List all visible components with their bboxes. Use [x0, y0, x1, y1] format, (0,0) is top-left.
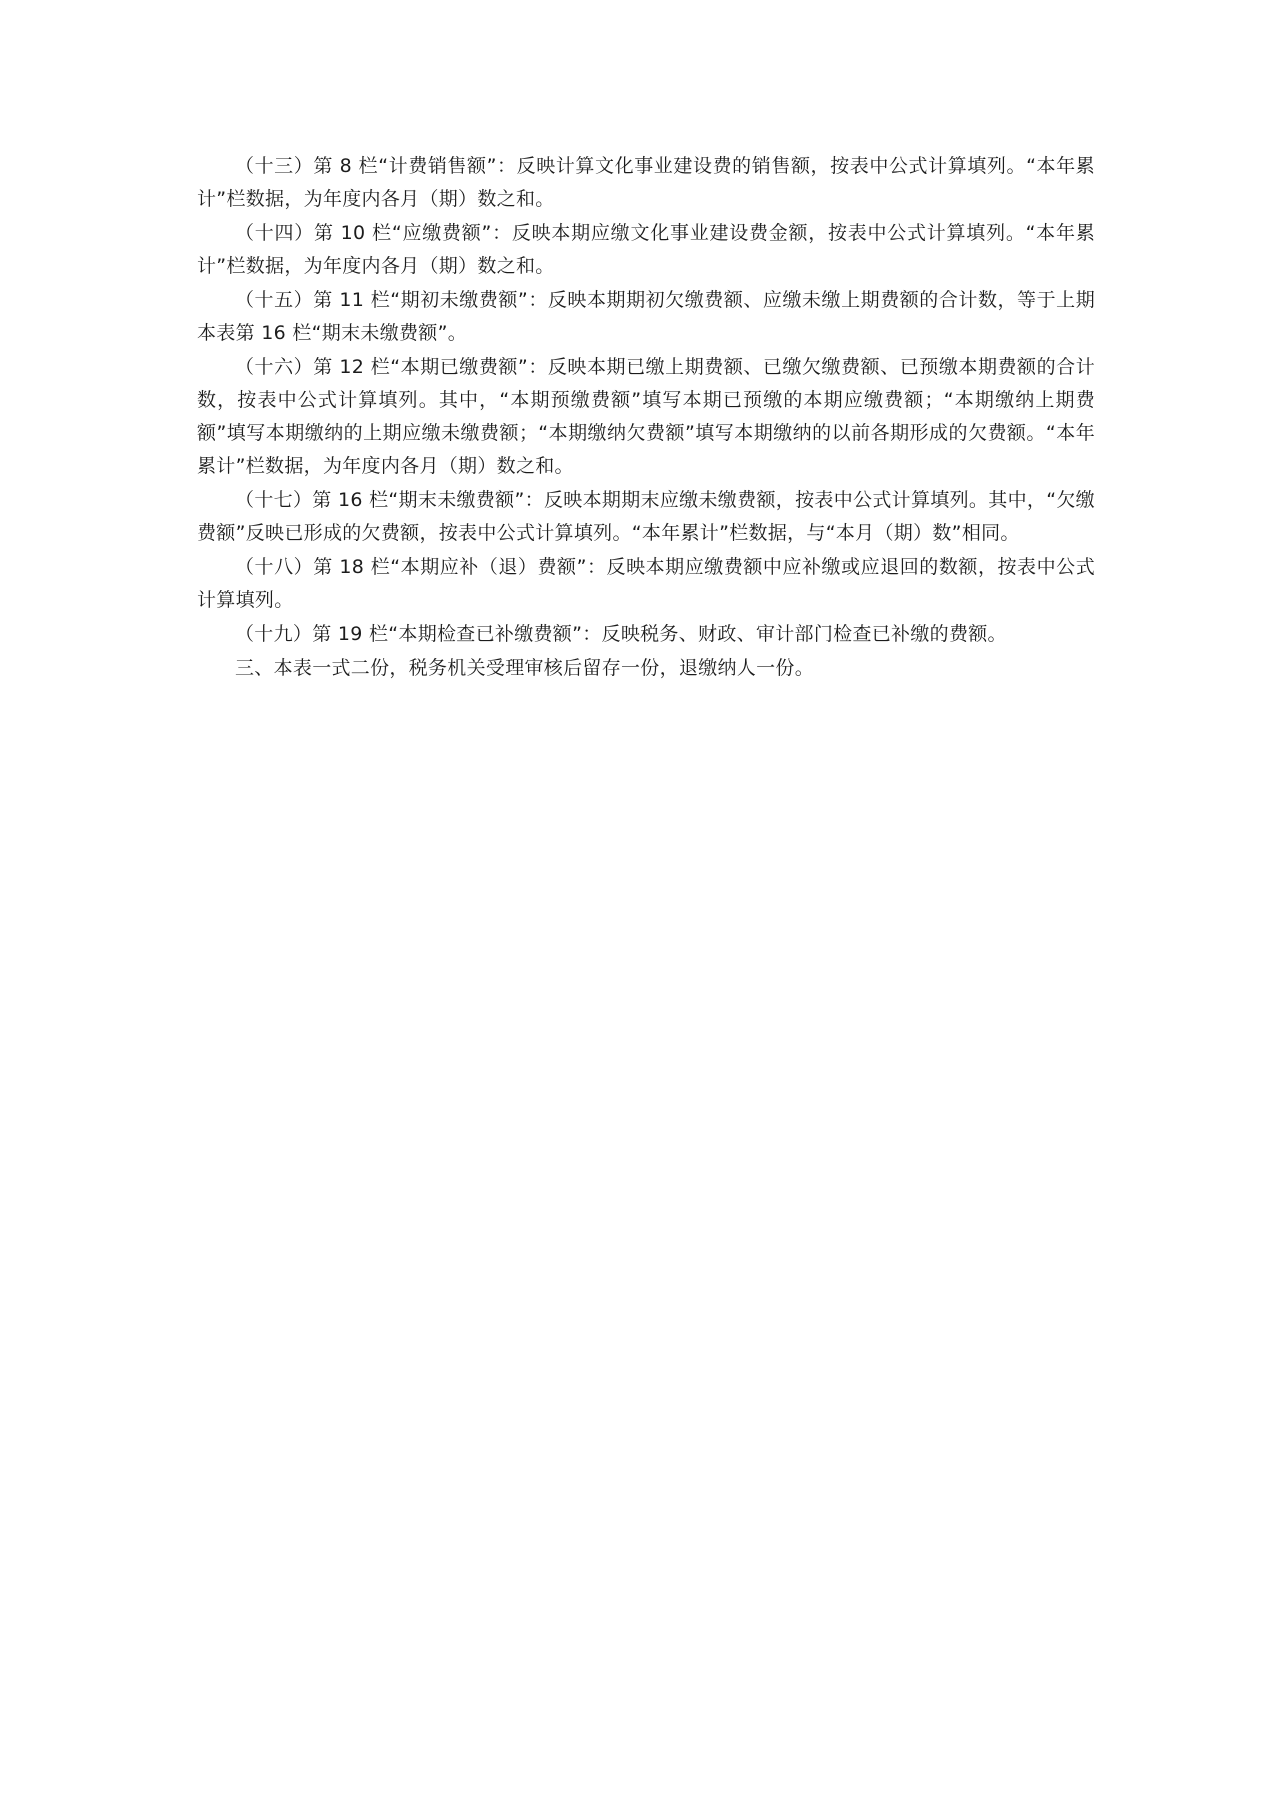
paragraph-item-16: （十六）第 12 栏“本期已缴费额”：反映本期已缴上期费额、已缴欠缴费额、已预缴本期费额的合计数，按表中公式计算填列。其中，“本期预缴费额”填写本期已预缴的本期应缴费额；“本期缴纳上期费额”填写本期缴纳的上期应缴未缴费额；“本期缴纳欠费额”填写本期缴纳的以前各期形成的欠费额。“本年累计”栏数据，为年度内各月（期）数之和。	[197, 356, 1095, 477]
paragraph-item-17: （十七）第 16 栏“期末未缴费额”：反映本期期末应缴未缴费额，按表中公式计算填列。其中，“欠缴费额”反映已形成的欠费额，按表中公式计算填列。“本年累计”栏数据，与“本月（期）数”相同。	[197, 489, 1095, 544]
document-body	[197, 150, 1095, 686]
paragraph-item-18: （十八）第 18 栏“本期应补（退）费额”：反映本期应缴费额中应补缴或应退回的数额，按表中公式计算填列。	[197, 556, 1095, 611]
paragraph-section-3: 三、本表一式二份，税务机关受理审核后留存一份，退缴纳人一份。	[235, 657, 815, 679]
paragraph-item-19: （十九）第 19 栏“本期检查已补缴费额”：反映税务、财政、审计部门检查已补缴的费额。	[235, 623, 1007, 645]
paragraph-item-14: （十四）第 10 栏“应缴费额”：反映本期应缴文化事业建设费金额，按表中公式计算填列。“本年累计”栏数据，为年度内各月（期）数之和。	[197, 222, 1095, 277]
paragraph-item-15: （十五）第 11 栏“期初未缴费额”：反映本期期初欠缴费额、应缴未缴上期费额的合计数，等于上期本表第 16 栏“期末未缴费额”。	[197, 289, 1095, 344]
paragraph-item-13: （十三）第 8 栏“计费销售额”：反映计算文化事业建设费的销售额，按表中公式计算填列。“本年累计”栏数据，为年度内各月（期）数之和。	[197, 155, 1095, 210]
